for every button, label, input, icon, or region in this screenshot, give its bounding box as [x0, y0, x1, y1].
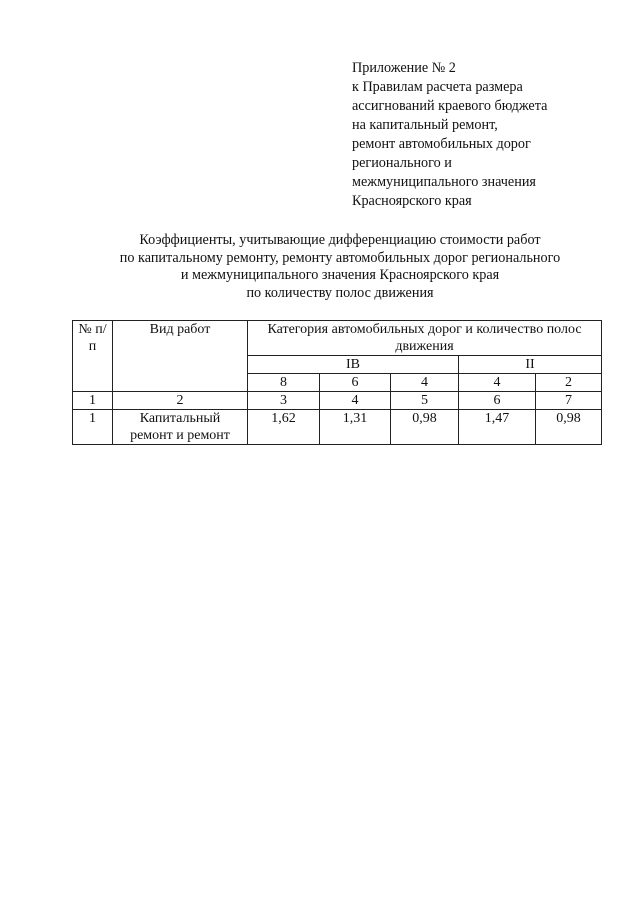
coefficient-cell: 1,62	[248, 410, 320, 445]
lanes-cell: 2	[536, 374, 602, 392]
column-number-cell: 5	[391, 392, 459, 410]
header-work-type: Вид работ	[113, 321, 248, 392]
column-number-cell: 1	[73, 392, 113, 410]
appendix-line: к Правилам расчета размера	[352, 79, 523, 95]
appendix-header	[352, 59, 612, 211]
lanes-cell: 8	[248, 374, 320, 392]
title-line: Коэффициенты, учитывающие дифференциацию стоимости работ	[139, 232, 541, 248]
appendix-line: регионального и	[352, 155, 452, 171]
lanes-cell: 4	[459, 374, 536, 392]
document-title	[60, 232, 620, 302]
column-number-cell: 3	[248, 392, 320, 410]
title-line: по капитальному ремонту, ремонту автомобильных дорог регионального	[119, 249, 561, 266]
table-header-row	[73, 321, 602, 356]
header-cat-ib: IB	[248, 356, 459, 374]
table-row	[73, 410, 602, 445]
table-column-numbers-row	[73, 392, 602, 410]
row-work-type-cell: Капитальный ремонт и ремонт	[113, 410, 248, 445]
coefficient-cell: 1,31	[320, 410, 391, 445]
title-line: по количеству полос движения	[246, 284, 434, 301]
coefficients-table	[72, 320, 602, 445]
coefficient-cell: 0,98	[391, 410, 459, 445]
column-number-cell: 7	[536, 392, 602, 410]
column-number-cell: 6	[459, 392, 536, 410]
header-category: Категория автомобильных дорог и количество полос движения	[248, 321, 602, 356]
column-number-cell: 4	[320, 392, 391, 410]
appendix-line: Приложение № 2	[352, 60, 456, 76]
lanes-cell: 6	[320, 374, 391, 392]
coefficient-cell: 0,98	[536, 410, 602, 445]
appendix-line: ремонт автомобильных дорог	[352, 136, 531, 152]
header-cat-ii: II	[459, 356, 602, 374]
appendix-line: на капитальный ремонт,	[352, 117, 498, 133]
appendix-line: ассигнований краевого бюджета	[352, 98, 548, 114]
header-num: № п/п	[73, 321, 113, 392]
coefficient-cell: 1,47	[459, 410, 536, 445]
appendix-line: межмуниципального значения	[352, 174, 536, 190]
title-line: и межмуниципального значения Красноярского края	[180, 267, 500, 283]
appendix-line: Красноярского края	[352, 193, 472, 209]
lanes-cell: 4	[391, 374, 459, 392]
row-num-cell: 1	[73, 410, 113, 445]
column-number-cell: 2	[113, 392, 248, 410]
